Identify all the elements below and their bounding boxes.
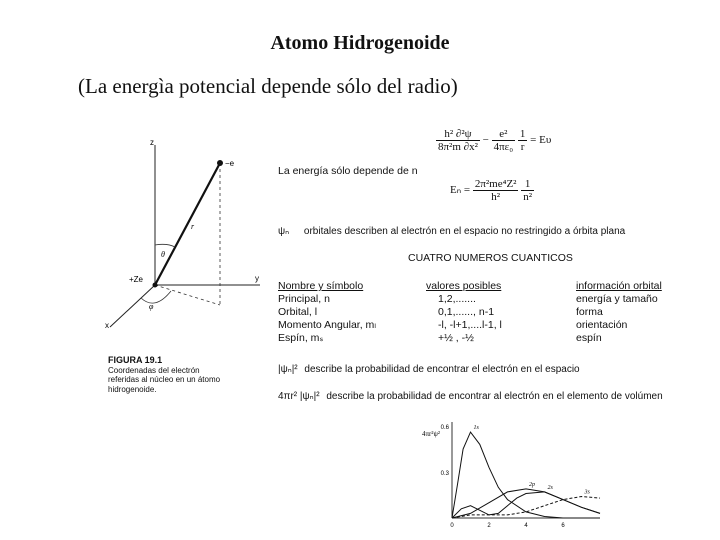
electron-dot: [217, 160, 223, 166]
table-cell-values: 1,2,.......: [438, 293, 476, 305]
chart-series-label: 1s: [473, 425, 479, 432]
orbitals-text: orbitales describen al electrón en el espacio no restringido a órbita plana: [303, 226, 626, 237]
table-cell-name: Orbital, l: [278, 306, 318, 318]
x-label: x: [105, 321, 109, 330]
table-cell-values: 0,1,......, n-1: [438, 306, 495, 318]
page-title: Atomo Hidrogenoide: [270, 32, 450, 54]
probability-symbol-2: 4πr² |ψₙ|²: [278, 391, 320, 402]
probability-text-2: describe la probabilidad de encontrar al electrón en el elemento de volúmen: [326, 391, 663, 402]
projection-base: [155, 285, 220, 305]
figure-caption-body: Coordenadas del electrón referidas al núcleo en un átomo hidrogenoide.: [108, 365, 221, 394]
figure-caption: [108, 356, 228, 394]
table-header-name: Nombre y símbolo: [278, 280, 364, 292]
electron-label: −e: [225, 159, 235, 168]
eq-term3-num: 1: [519, 128, 526, 140]
table-cell-name: Principal, n: [278, 293, 330, 305]
chart-x-tick-label: 2: [487, 523, 491, 529]
energy-f1-den: h²: [491, 191, 501, 203]
table-cell-values: +½ , -½: [438, 332, 474, 344]
energy-equation: [450, 178, 534, 203]
table-header-info: información orbital: [576, 280, 662, 292]
eq-term1-num: h² ∂²ψ: [436, 128, 480, 141]
chart-series-label: 2s: [547, 484, 553, 491]
chart-y-tick-label: 0.6: [440, 425, 449, 431]
chart-series-label: 3s: [584, 489, 590, 496]
radius-vector: [155, 163, 220, 285]
z-label: z: [150, 138, 154, 147]
eq-term2-den: 4πε₀: [493, 141, 514, 153]
probability-line-2: [278, 391, 663, 402]
theta-arc: [155, 244, 175, 247]
energy-f1-num: 2π²me⁴Z²: [474, 178, 517, 190]
orbitals-line: [278, 226, 625, 237]
table-cell-info: energía y tamaño: [576, 293, 658, 305]
table-cell-name: Momento Angular, mₗ: [278, 319, 377, 331]
energy-f2-den: n²: [523, 191, 533, 203]
nucleus-label: +Ze: [129, 275, 144, 284]
probability-line-1: [278, 364, 580, 375]
energy-f2-num: 1: [521, 178, 534, 191]
chart-series-line: [452, 489, 600, 518]
phi-arc: [141, 291, 171, 303]
page-subtitle: (La energìa potencial depende sólo del radio): [78, 74, 458, 98]
chart-x-tick-label: 6: [561, 523, 565, 529]
chart-series-label: 2p: [529, 481, 535, 488]
table-cell-name: Espín, mₛ: [278, 332, 324, 344]
chart-x-tick-label: 0: [450, 523, 454, 529]
chart-y-tick-label: 0.3: [440, 471, 449, 477]
eq-term1-den: 8π²m ∂x²: [438, 141, 478, 153]
nucleus-dot: [153, 283, 158, 288]
eq-term2-num: e²: [492, 128, 516, 141]
y-label: y: [255, 274, 259, 283]
radial-distribution-chart: [420, 418, 605, 538]
probability-text-1: describe la probabilidad de encontrar el electrón en el espacio: [304, 364, 580, 375]
table-cell-info: forma: [576, 306, 603, 318]
table-cell-values: -l, -l+1,....l-1, l: [438, 319, 502, 331]
table-cell-info: orientación: [576, 319, 628, 331]
phi-label: φ: [149, 302, 154, 311]
eq-rhs: = Eυ: [530, 134, 552, 147]
schrodinger-equation: $\frac{\text{h² ∂²ψ}}{\text{8π²m ∂x²}}$ − $\frac{\text{e²}}{\text{4πε₀}}$ $\frac{1}{r}$ = Eυ: [438, 128, 552, 153]
quantum-table-heading: CUATRO NUMEROS CUANTICOS: [408, 252, 573, 264]
r-label: r: [191, 222, 195, 231]
table-header-values: valores posibles: [426, 280, 502, 292]
energy-lhs: Eₙ =: [450, 184, 471, 197]
orbital-symbol: ψₙ: [278, 226, 290, 237]
probability-symbol-1: |ψₙ|²: [278, 364, 298, 375]
chart-y-label: 4πr²ψ²: [422, 430, 440, 438]
chart-series-line: [452, 432, 600, 518]
theta-label: θ: [161, 250, 165, 259]
coordinate-figure: [95, 115, 275, 355]
table-cell-info: espín: [576, 332, 602, 344]
eq-term3-den: r: [520, 141, 525, 153]
chart-x-tick-label: 4: [524, 523, 528, 529]
energy-note: La energía sólo depende de n: [278, 165, 418, 177]
figure-caption-title: FIGURA 19.1: [108, 355, 163, 365]
